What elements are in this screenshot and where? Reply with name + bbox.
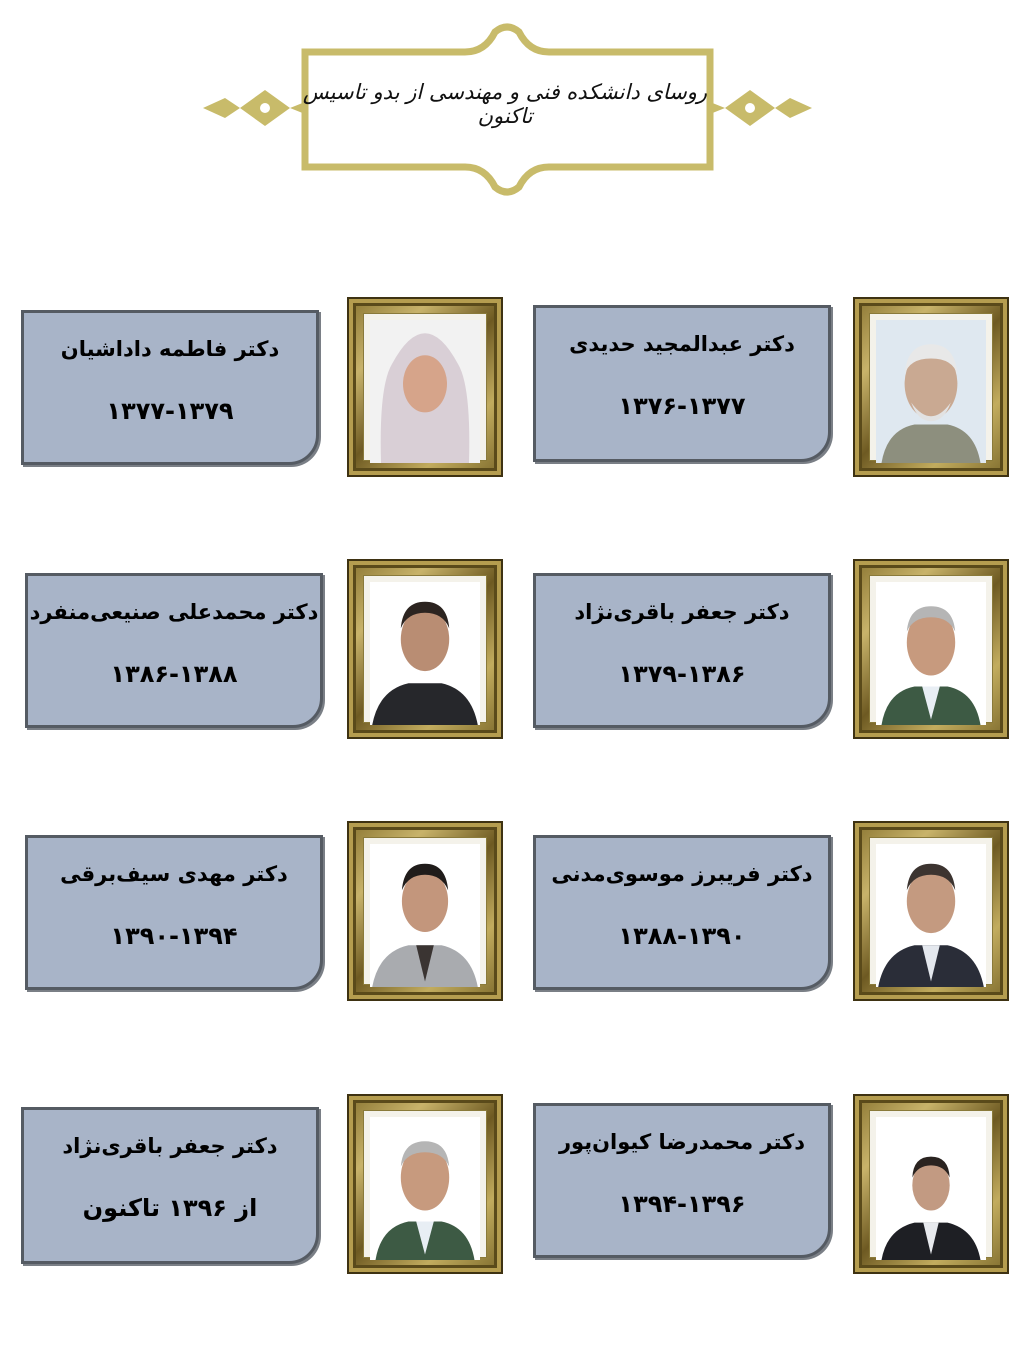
dean-card — [21, 310, 319, 465]
portrait-man-icon — [370, 1117, 480, 1260]
dean-name: دکتر مهدی سیف‌برقی — [60, 862, 288, 886]
portrait-elderly-man-icon — [876, 320, 986, 463]
dean-name: دکتر فریبرز موسوی‌مدنی — [551, 862, 813, 886]
portrait-man-icon — [876, 582, 986, 725]
portrait-frame — [347, 1094, 503, 1274]
portrait-woman-icon — [370, 320, 480, 463]
dean-card — [25, 835, 323, 990]
dean-card — [21, 1107, 319, 1264]
dean-name: دکتر جعفر باقری‌نژاد — [62, 1134, 278, 1158]
dean-years: ۱۳۸۸-۱۳۹۰ — [618, 922, 746, 950]
dean-years: ۱۳۷۷-۱۳۷۹ — [106, 397, 234, 425]
dean-years: ۱۳۹۰-۱۳۹۴ — [110, 922, 238, 950]
portrait-man-icon — [370, 582, 480, 725]
dean-card — [533, 835, 831, 990]
portrait-frame — [347, 559, 503, 739]
dean-years: ۱۳۷۹-۱۳۸۶ — [618, 660, 746, 688]
dean-name: دکتر فاطمه داداشیان — [60, 337, 280, 361]
dean-years: از ۱۳۹۶ تاکنون — [82, 1194, 258, 1222]
dean-card — [25, 573, 323, 728]
portrait-man-icon — [370, 844, 480, 987]
dean-name: دکتر جعفر باقری‌نژاد — [574, 600, 790, 624]
portrait-frame — [853, 1094, 1009, 1274]
dean-card — [533, 573, 831, 728]
dean-years: ۱۳۸۶-۱۳۸۸ — [110, 660, 238, 688]
portrait-frame — [853, 821, 1009, 1001]
dean-name: دکتر عبدالمجید حدیدی — [569, 332, 795, 356]
dean-card — [533, 305, 831, 462]
dean-card — [533, 1103, 831, 1258]
dean-name: دکتر محمدرضا کیوان‌پور — [558, 1130, 806, 1154]
dean-years: ۱۳۷۶-۱۳۷۷ — [618, 392, 746, 420]
portrait-frame — [347, 297, 503, 477]
portrait-frame — [853, 559, 1009, 739]
portrait-frame — [347, 821, 503, 1001]
portrait-man-icon — [876, 844, 986, 987]
portrait-frame — [853, 297, 1009, 477]
page-title: روسای دانشکده فنی و مهندسی از بدو تاسیس تاکنون — [302, 80, 708, 128]
portrait-man-icon — [876, 1117, 986, 1260]
dean-years: ۱۳۹۴-۱۳۹۶ — [618, 1190, 746, 1218]
dean-name: دکتر محمدعلی صنیعی‌منفرد — [29, 600, 319, 624]
